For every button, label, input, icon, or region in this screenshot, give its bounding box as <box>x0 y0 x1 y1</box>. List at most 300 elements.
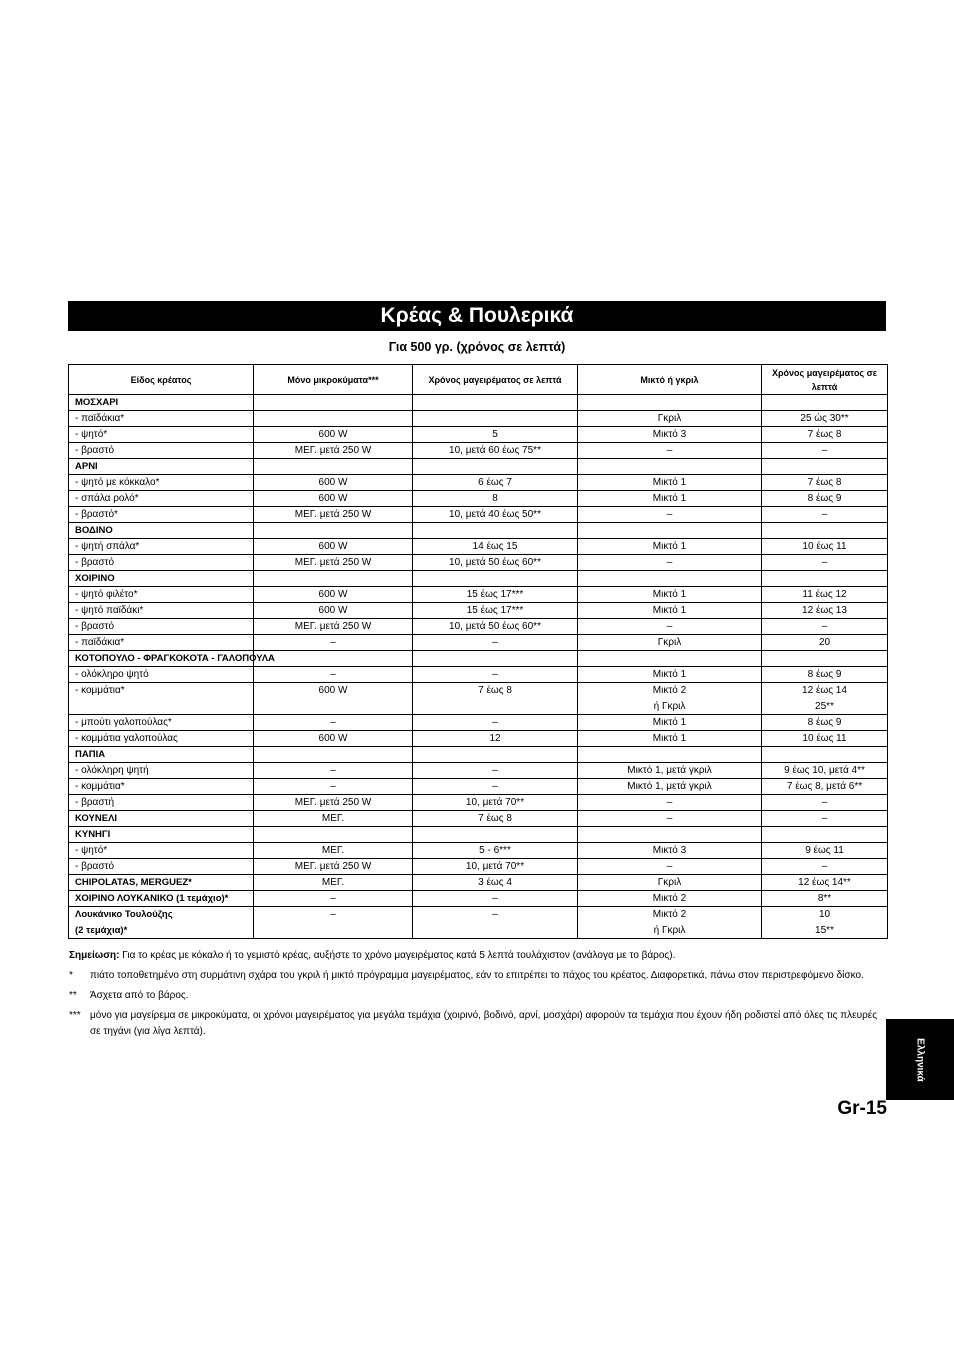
cell-combi-mode <box>578 859 762 875</box>
main-note <box>69 948 879 964</box>
cell-line: 8 έως 9 <box>807 717 842 728</box>
cell-combi-time <box>762 619 888 635</box>
cell-microwave-time <box>413 683 578 715</box>
cell-line: ή Γκριλ <box>653 924 686 936</box>
cell-line: - ψητή σπάλα* <box>75 541 140 552</box>
cell-microwave-time <box>413 891 578 907</box>
cell-combi-mode <box>578 651 762 667</box>
cell-line: ΚΥΝΗΓΙ <box>75 829 111 840</box>
cell-meat-type <box>69 651 275 667</box>
cell-combi-time <box>762 683 888 715</box>
cell-combi-time <box>762 763 888 779</box>
cell-microwave-power <box>254 635 413 651</box>
cell-line: - σπάλα ρολό* <box>75 493 139 504</box>
cell-line: – <box>666 797 673 808</box>
cell-line: CHIPOLATAS, MERGUEZ* <box>75 877 192 888</box>
cell-line: 600 W <box>318 605 348 616</box>
cell-combi-time <box>762 635 888 651</box>
cell-meat-type <box>69 635 254 651</box>
cell-combi-time <box>762 907 888 939</box>
cell-line: Γκριλ <box>657 637 682 648</box>
table-category-row <box>69 651 888 667</box>
table-category-row <box>69 827 888 843</box>
cell-line: 10, μετά 70** <box>465 861 525 872</box>
cell-line: – <box>666 445 673 456</box>
cell-meat-type <box>69 715 254 731</box>
cell-microwave-power <box>254 539 413 555</box>
cell-line: ΜΕΓ. μετά 250 W <box>294 445 372 456</box>
cell-line: ΜΕΓ. <box>321 813 345 824</box>
cell-microwave-time <box>413 715 578 731</box>
cell-microwave-time <box>413 427 578 443</box>
cell-microwave-time <box>413 539 578 555</box>
cell-microwave-time <box>413 635 578 651</box>
cell-meat-type <box>69 875 254 891</box>
cell-microwave-power <box>254 859 413 875</box>
cell-meat-type <box>69 427 254 443</box>
cell-microwave-power <box>254 443 413 459</box>
cell-combi-time <box>762 795 888 811</box>
cell-line: 7 έως 8 <box>807 429 842 440</box>
cell-combi-time <box>762 443 888 459</box>
cell-line: - κομμάτια γαλοπούλας <box>75 733 178 744</box>
cell-combi-mode <box>578 763 762 779</box>
table-category-row <box>69 571 888 587</box>
cell-microwave-time <box>413 443 578 459</box>
cell-line: - βραστό* <box>75 509 118 520</box>
cell-microwave-time <box>413 795 578 811</box>
cell-microwave-power <box>254 875 413 891</box>
cell-line: - βραστό <box>75 445 115 456</box>
header-cooking-time-2: Χρόνος μαγειρέματος σε λεπτά <box>762 365 888 395</box>
table-row <box>69 843 888 859</box>
cell-combi-mode <box>578 907 762 939</box>
cell-combi-time <box>762 395 888 411</box>
cell-line: - ολόκληρη ψητή <box>75 765 149 776</box>
cell-line: – <box>821 557 828 568</box>
cell-combi-mode <box>578 539 762 555</box>
cell-line: - παϊδάκια* <box>75 413 125 424</box>
table-row <box>69 475 888 491</box>
cell-microwave-power <box>254 747 413 763</box>
cell-microwave-time <box>413 859 578 875</box>
cell-line: 9 έως 10, μετά 4** <box>784 765 865 776</box>
header-cooking-time-1: Χρόνος μαγειρέματος σε λεπτά <box>413 365 578 395</box>
header-combi-or-grill: Μικτό ή γκριλ <box>578 365 762 395</box>
cell-line: 7 έως 8 <box>478 685 512 696</box>
cell-meat-type <box>69 779 254 795</box>
cell-line: Μικτό 3 <box>652 429 687 440</box>
footnote-text: μόνο για μαγείρεμα σε μικροκύματα, οι χρόνοι μαγειρέματος για μεγάλα τεμάχια (χοιρινό, βοδινό, αρνί, μοσχάρι) αφορούν τα τεμάχια που έχουν ήδη ροδιστεί από όλες τις πλευρές σε τηγάνι (για λίγα λεπτά). <box>90 1010 878 1037</box>
cell-meat-type <box>69 539 254 555</box>
cell-line: – <box>330 893 336 904</box>
cell-line: 10 έως 11 <box>802 733 847 744</box>
cell-line: – <box>330 669 336 680</box>
cell-line: - παϊδάκια* <box>75 637 125 648</box>
cell-microwave-power <box>254 587 413 603</box>
cell-combi-mode <box>578 635 762 651</box>
cell-meat-type <box>69 811 254 827</box>
table-category-row <box>69 747 888 763</box>
cell-line: – <box>666 621 673 632</box>
table-row <box>69 603 888 619</box>
table-header-row <box>69 365 888 395</box>
cell-line: ΜΕΓ. μετά 250 W <box>294 621 372 632</box>
cell-combi-time <box>762 651 888 667</box>
cell-line: – <box>330 717 336 728</box>
cell-line: 11 έως 12 <box>802 589 847 600</box>
cell-line: 14 έως 15 <box>472 541 518 552</box>
cell-meat-type <box>69 667 254 683</box>
cell-line: 20 <box>818 637 831 648</box>
cell-line: – <box>492 909 498 920</box>
cell-line: – <box>821 621 828 632</box>
cell-line: Γκριλ <box>657 413 682 424</box>
cell-microwave-power <box>254 411 413 427</box>
cell-microwave-time <box>413 571 578 587</box>
cell-line: 600 W <box>318 589 348 600</box>
cell-combi-mode <box>578 667 762 683</box>
footnote <box>69 1008 879 1040</box>
cell-line: – <box>330 781 336 792</box>
cell-microwave-power <box>254 779 413 795</box>
cell-microwave-power <box>254 571 413 587</box>
cell-meat-type <box>69 507 254 523</box>
cell-meat-type <box>69 747 254 763</box>
table-row <box>69 411 888 427</box>
cell-line: 25** <box>815 700 834 712</box>
cell-line: – <box>821 797 828 808</box>
cell-combi-mode <box>578 555 762 571</box>
cell-line: Μικτό 2 <box>652 909 687 920</box>
table-category-row <box>69 907 888 939</box>
cell-meat-type <box>69 827 254 843</box>
cell-line: - βραστό <box>75 621 115 632</box>
table-row <box>69 491 888 507</box>
cell-line: Μικτό 1, μετά γκριλ <box>627 765 712 776</box>
cell-microwave-time <box>413 747 578 763</box>
table-row <box>69 539 888 555</box>
cell-microwave-power <box>254 523 413 539</box>
cell-line: ΧΟΙΡΙΝΟ <box>75 573 115 584</box>
footnote-mark: * <box>69 970 73 981</box>
page-title: Κρέας & Πουλερικά <box>68 301 886 331</box>
cell-line: - κομμάτια* <box>75 781 125 792</box>
cell-meat-type <box>69 763 254 779</box>
cell-microwave-power <box>254 491 413 507</box>
cell-line: 3 έως 4 <box>478 877 512 888</box>
table-row <box>69 859 888 875</box>
cell-line: 600 W <box>318 541 348 552</box>
cell-meat-type <box>69 603 254 619</box>
cell-line: ή Γκριλ <box>653 700 686 712</box>
cell-combi-time <box>762 859 888 875</box>
cell-line: 8 έως 9 <box>807 669 842 680</box>
cell-line: 600 W <box>318 429 348 440</box>
cell-line: 15 έως 17*** <box>466 605 524 616</box>
cell-line: - ψητό* <box>75 429 108 440</box>
cell-combi-mode <box>578 795 762 811</box>
cell-line: 15** <box>815 924 834 936</box>
cell-line: – <box>666 813 673 824</box>
cell-combi-time <box>762 779 888 795</box>
cell-line: – <box>666 861 673 872</box>
cell-line: Μικτό 3 <box>652 845 687 856</box>
cell-line: Μικτό 1 <box>652 589 687 600</box>
table-body <box>69 395 888 939</box>
cell-meat-type <box>69 843 254 859</box>
cell-line: 25 ώς 30** <box>800 413 849 424</box>
cell-combi-time <box>762 587 888 603</box>
cell-combi-time <box>762 411 888 427</box>
cell-microwave-power <box>254 795 413 811</box>
cell-microwave-power <box>254 507 413 523</box>
table-row <box>69 763 888 779</box>
cell-combi-mode <box>578 843 762 859</box>
cell-microwave-power <box>254 811 413 827</box>
cooking-table <box>68 364 888 939</box>
cell-line: 5 - 6*** <box>479 845 511 856</box>
cell-line: 9 έως 11 <box>805 845 844 856</box>
cell-combi-mode <box>578 811 762 827</box>
cell-combi-time <box>762 459 888 475</box>
cell-combi-mode <box>578 571 762 587</box>
cell-line: 7 έως 8, μετά 6** <box>786 781 863 792</box>
cell-line: 5 <box>492 429 498 440</box>
table-category-row <box>69 523 888 539</box>
footnote <box>69 968 879 984</box>
cell-line: 10, μετά 50 έως 60** <box>449 621 541 632</box>
cell-line: – <box>666 509 673 520</box>
cell-line: - βραστό <box>75 861 115 872</box>
cell-microwave-time <box>413 459 578 475</box>
cell-line: 12 έως 13 <box>802 605 847 616</box>
cell-line: - ψητό φιλέτο* <box>75 589 138 600</box>
footnote-mark: *** <box>69 1010 81 1021</box>
cell-line: Μικτό 1, μετά γκριλ <box>627 781 712 792</box>
cell-microwave-power <box>254 683 413 715</box>
cell-line: 10, μετά 40 έως 50** <box>449 509 541 520</box>
cell-combi-time <box>762 843 888 859</box>
table-category-row <box>69 459 888 475</box>
cell-meat-type <box>69 683 254 715</box>
cell-meat-type <box>69 491 254 507</box>
cell-combi-time <box>762 555 888 571</box>
cell-line: – <box>492 669 498 680</box>
cell-line: - ολόκληρο ψητό <box>75 669 149 680</box>
footnote-text: Άσχετα από το βάρος. <box>90 990 189 1001</box>
cell-line: 10, μετά 60 έως 75** <box>449 445 541 456</box>
cell-line: – <box>492 893 498 904</box>
cell-combi-time <box>762 523 888 539</box>
cell-line: (2 τεμάχια)* <box>75 924 128 936</box>
cell-combi-mode <box>578 427 762 443</box>
cell-microwave-power <box>254 555 413 571</box>
cell-line: Λουκάνικο Τουλούζης <box>75 909 173 920</box>
cell-line: Μικτό 1 <box>652 669 687 680</box>
cell-combi-time <box>762 603 888 619</box>
cell-combi-mode <box>578 619 762 635</box>
cell-combi-time <box>762 491 888 507</box>
table-category-row <box>69 811 888 827</box>
cell-line: Μικτό 1 <box>652 541 687 552</box>
cell-line: Μικτό 1 <box>652 605 687 616</box>
cell-combi-mode <box>578 507 762 523</box>
cell-line: – <box>330 909 336 920</box>
cell-microwave-power <box>254 603 413 619</box>
cell-line: 12 <box>489 733 501 744</box>
cell-line: Γκριλ <box>657 877 682 888</box>
cell-microwave-power <box>254 763 413 779</box>
cell-line: – <box>821 509 828 520</box>
table-row <box>69 427 888 443</box>
cell-microwave-time <box>413 587 578 603</box>
cell-microwave-time <box>413 843 578 859</box>
header-meat-type: Είδος κρέατος <box>69 365 254 395</box>
cell-combi-mode <box>578 731 762 747</box>
cell-line: – <box>492 717 498 728</box>
cell-line: - ψητό με κόκκαλο* <box>75 477 160 488</box>
cell-microwave-power <box>254 427 413 443</box>
cell-line: ΜΕΓ. <box>321 845 345 856</box>
cell-line: – <box>666 557 673 568</box>
cell-line: Μικτό 1 <box>652 493 687 504</box>
cell-microwave-time <box>413 555 578 571</box>
notes-section <box>69 948 879 1044</box>
cell-microwave-power <box>254 651 413 667</box>
cell-line: – <box>330 637 336 648</box>
cell-line: 7 έως 8 <box>807 477 842 488</box>
footnote-mark: ** <box>69 990 77 1001</box>
cell-combi-time <box>762 475 888 491</box>
cell-combi-mode <box>578 411 762 427</box>
cell-combi-time <box>762 539 888 555</box>
cell-meat-type <box>69 555 254 571</box>
cell-combi-mode <box>578 779 762 795</box>
cell-meat-type <box>69 859 254 875</box>
cell-microwave-power <box>254 459 413 475</box>
cell-line: – <box>821 861 828 872</box>
cell-microwave-power <box>254 827 413 843</box>
cell-line: – <box>821 445 828 456</box>
cell-combi-time <box>762 827 888 843</box>
table-row <box>69 683 888 715</box>
cell-microwave-time <box>413 475 578 491</box>
cell-line: 600 W <box>318 685 348 696</box>
cell-microwave-time <box>413 779 578 795</box>
table-row <box>69 779 888 795</box>
cell-line: 10, μετά 50 έως 60** <box>449 557 541 568</box>
cell-line: ΠΑΠΙΑ <box>75 749 106 760</box>
cell-combi-mode <box>578 747 762 763</box>
cell-line: 8 έως 9 <box>807 493 842 504</box>
cell-meat-type <box>69 795 254 811</box>
cell-meat-type <box>69 411 254 427</box>
cell-meat-type <box>69 443 254 459</box>
table-category-row <box>69 875 888 891</box>
language-tab <box>886 1019 954 1100</box>
cell-microwave-power <box>254 715 413 731</box>
cell-combi-mode <box>578 715 762 731</box>
cell-meat-type <box>69 619 254 635</box>
cell-microwave-time <box>413 523 578 539</box>
table-category-row <box>69 891 888 907</box>
cell-combi-time <box>762 715 888 731</box>
cell-line: Μικτό 1 <box>652 733 687 744</box>
table-row <box>69 587 888 603</box>
cell-microwave-power <box>254 667 413 683</box>
cell-microwave-time <box>413 811 578 827</box>
cell-line: ΜΕΓ. μετά 250 W <box>294 861 372 872</box>
cell-combi-mode <box>578 459 762 475</box>
table-subtitle: Για 500 γρ. (χρόνος σε λεπτά) <box>388 340 566 354</box>
cell-meat-type <box>69 459 254 475</box>
cell-meat-type <box>69 731 254 747</box>
cell-combi-time <box>762 571 888 587</box>
cell-line: ΜΕΓ. μετά 250 W <box>294 797 372 808</box>
language-tab-label: Ελληνικά <box>914 1037 926 1082</box>
cell-microwave-time <box>413 875 578 891</box>
cell-microwave-time <box>413 603 578 619</box>
cell-line: ΜΟΣΧΑΡΙ <box>75 397 119 408</box>
cell-line: – <box>492 765 498 776</box>
cell-line: – <box>492 637 498 648</box>
cell-combi-mode <box>578 827 762 843</box>
cell-line: ΚΟΥΝΕΛΙ <box>75 813 118 824</box>
table-row <box>69 507 888 523</box>
cell-line: Μικτό 2 <box>652 893 687 904</box>
cell-microwave-time <box>413 651 578 667</box>
cell-combi-time <box>762 427 888 443</box>
cell-combi-mode <box>578 875 762 891</box>
cell-line: ΒΟΔΙΝΟ <box>75 525 113 536</box>
cell-combi-mode <box>578 475 762 491</box>
table-row <box>69 635 888 651</box>
cell-line: - ψητό* <box>75 845 108 856</box>
cell-combi-mode <box>578 587 762 603</box>
cell-microwave-time <box>413 411 578 427</box>
note-text: Για το κρέας με κόκαλο ή το γεμιστό κρέας, αυξήστε το χρόνο μαγειρέματος κατά 5 λεπτά τουλάχιστον (ανάλογα με το βάρος). <box>119 950 676 961</box>
cell-combi-mode <box>578 491 762 507</box>
cell-line: - ψητό παϊδάκι* <box>75 605 144 616</box>
cell-line: - κομμάτια* <box>75 685 125 696</box>
cell-line: 12 έως 14** <box>798 877 851 888</box>
cell-microwave-time <box>413 667 578 683</box>
cell-microwave-time <box>413 763 578 779</box>
cell-microwave-time <box>413 827 578 843</box>
cell-microwave-power <box>254 395 413 411</box>
cell-meat-type <box>69 587 254 603</box>
cell-microwave-power <box>254 619 413 635</box>
cell-combi-time <box>762 891 888 907</box>
table-row <box>69 443 888 459</box>
cell-line: 600 W <box>318 477 348 488</box>
cell-line: 7 έως 8 <box>478 813 512 824</box>
cell-line: - μπούτι γαλοπούλας* <box>75 717 172 728</box>
cell-combi-mode <box>578 443 762 459</box>
header-microwave-only: Μόνο μικροκύματα*** <box>254 365 413 395</box>
note-label: Σημείωση: <box>69 950 120 961</box>
cell-line: 10 <box>818 909 831 920</box>
cell-combi-mode <box>578 891 762 907</box>
cell-microwave-time <box>413 507 578 523</box>
cell-microwave-power <box>254 907 413 939</box>
cell-combi-time <box>762 667 888 683</box>
cell-line: ΜΕΓ. <box>321 877 345 888</box>
cell-line: 8 <box>492 493 498 504</box>
cell-line: 6 έως 7 <box>478 477 512 488</box>
cell-meat-type <box>69 475 254 491</box>
